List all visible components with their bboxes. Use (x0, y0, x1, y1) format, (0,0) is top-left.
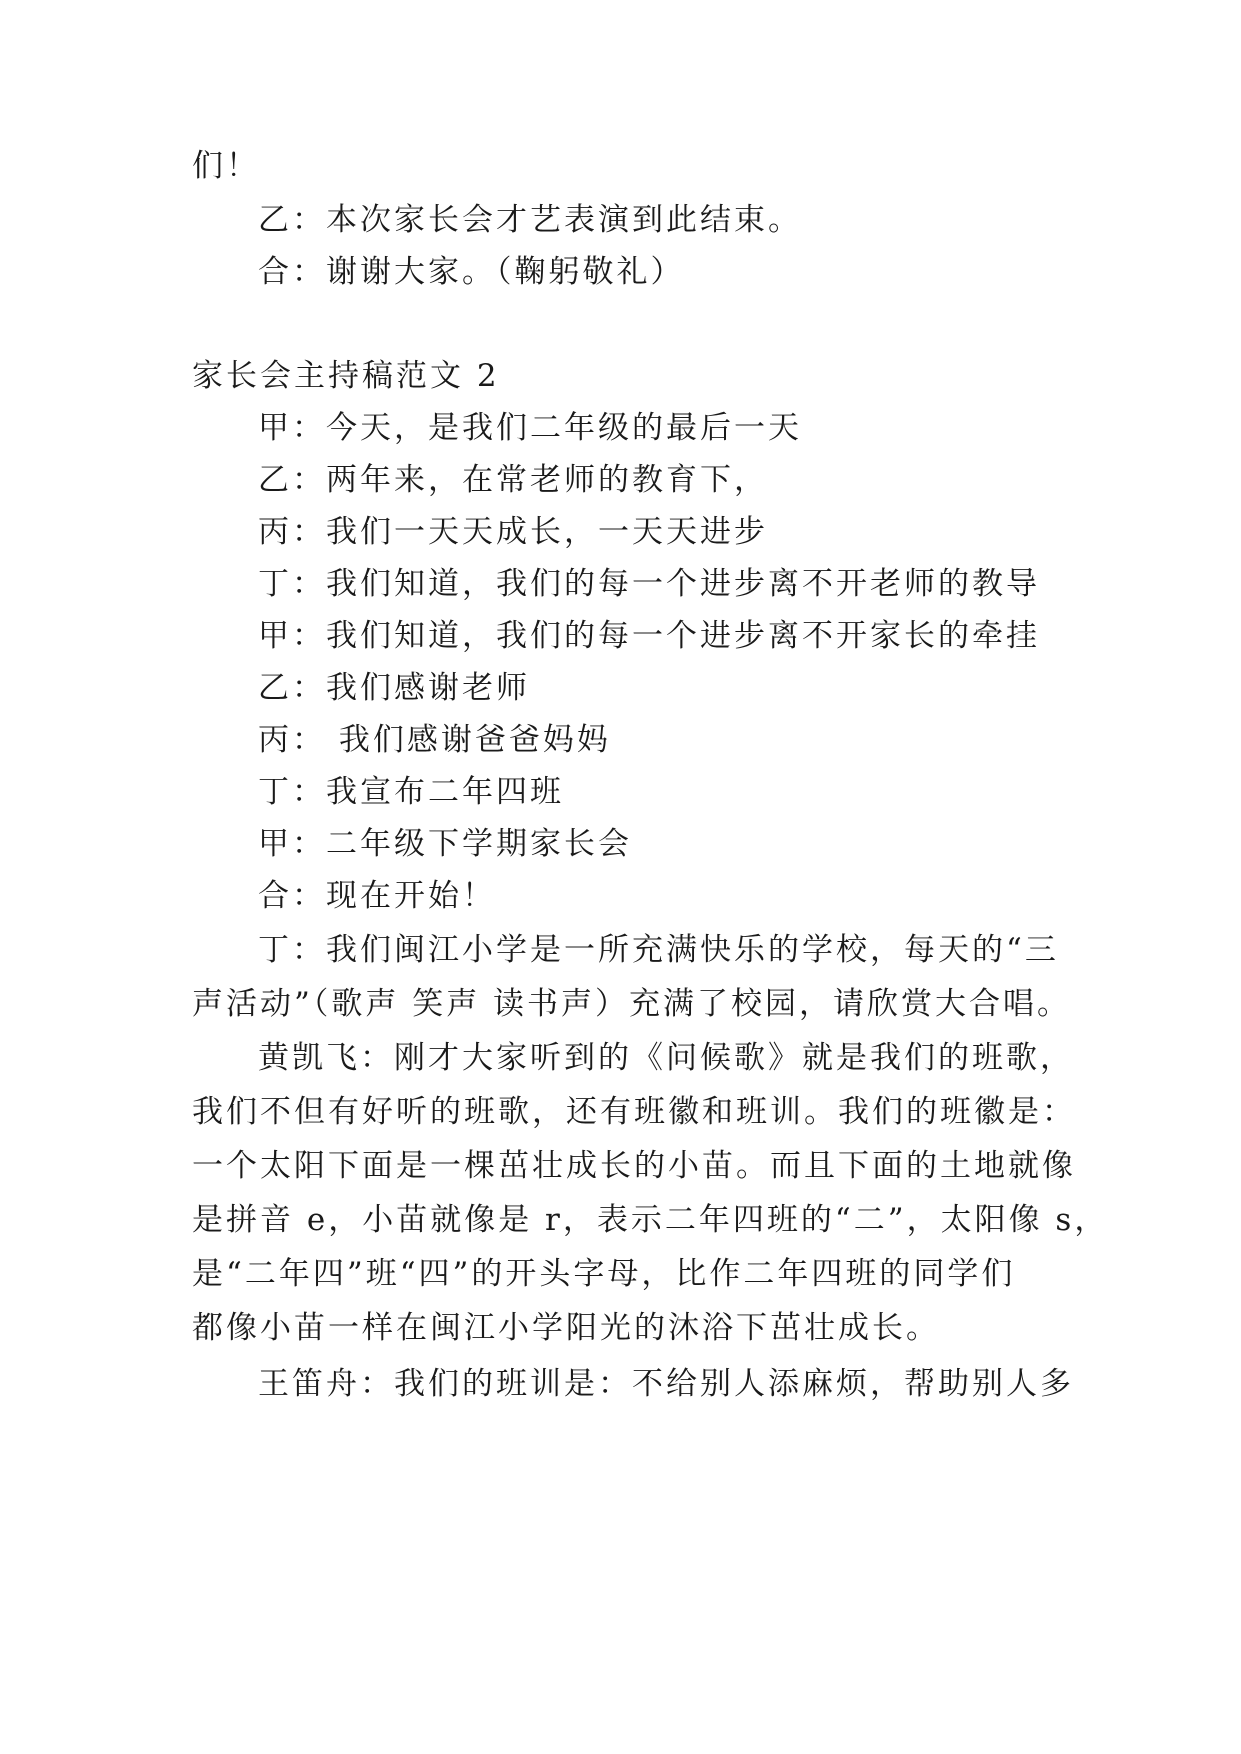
text-line: 丁：我们闽江小学是一所充满快乐的学校，每天的“三 (258, 932, 1059, 968)
text-line: 是拼音 e，小苗就像是 r，表示二年四班的“二”，太阳像 s， (192, 1202, 1109, 1238)
text-line: 们！ (192, 148, 260, 184)
text-line: 丙： 我们感谢爸爸妈妈 (258, 722, 611, 758)
text-line: 黄凯飞：刚才大家听到的《问候歌》就是我们的班歌， (258, 1040, 1074, 1076)
text-line: 声活动”（歌声 笑声 读书声）充满了校园，请欣赏大合唱。 (192, 986, 1072, 1022)
text-line: 是“二年四”班“四”的开头字母，比作二年四班的同学们 (192, 1256, 1016, 1292)
text-line: 合：谢谢大家。（鞠躬敬礼） (258, 254, 685, 290)
text-line: 丁：我宣布二年四班 (258, 774, 564, 810)
text-line: 丁：我们知道，我们的每一个进步离不开老师的教导 (258, 566, 1040, 602)
text-line: 乙：我们感谢老师 (258, 670, 530, 706)
text-line: 合：现在开始！ (258, 878, 496, 914)
text-line: 一个太阳下面是一棵茁壮成长的小苗。而且下面的土地就像 (192, 1148, 1076, 1184)
text-line: 我们不但有好听的班歌，还有班徽和班训。我们的班徽是： (192, 1094, 1076, 1130)
text-line: 甲：我们知道，我们的每一个进步离不开家长的牵挂 (258, 618, 1040, 654)
text-line: 乙：两年来，在常老师的教育下， (258, 462, 768, 498)
text-line: 丙：我们一天天成长，一天天进步 (258, 514, 768, 550)
section-heading: 家长会主持稿范文 2 (192, 358, 500, 394)
text-line: 甲：今天，是我们二年级的最后一天 (258, 410, 802, 446)
text-line: 王笛舟：我们的班训是：不给别人添麻烦，帮助别人多 (258, 1366, 1074, 1402)
text-line: 甲：二年级下学期家长会 (258, 826, 632, 862)
text-line: 乙：本次家长会才艺表演到此结束。 (258, 202, 802, 238)
text-line: 都像小苗一样在闽江小学阳光的沐浴下茁壮成长。 (192, 1310, 940, 1346)
